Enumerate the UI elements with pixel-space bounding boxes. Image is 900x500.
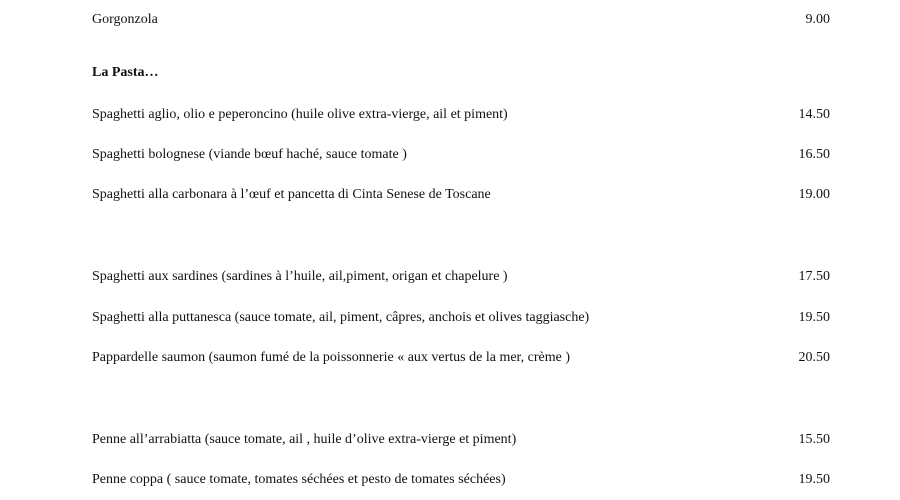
menu-item — [92, 430, 830, 450]
item-name: Penne coppa ( sauce tomate, tomates séchées et pesto de tomates séchées) — [92, 472, 506, 487]
menu-item — [92, 105, 830, 125]
section-title-pasta — [92, 63, 830, 83]
item-price: 14.50 — [798, 107, 830, 122]
item-name: Pappardelle saumon (saumon fumé de la poissonnerie « aux vertus de la mer, crème ) — [92, 350, 571, 365]
menu-item-gorgonzola — [92, 10, 830, 30]
cropped-text — [92, 0, 372, 2]
item-name: Spaghetti alla carbonara à l’œuf et pancetta di Cinta Senese de Toscane — [92, 187, 491, 202]
item-name: Penne all’arrabiatta (sauce tomate, ail , huile d’olive extra-vierge et piment) — [92, 432, 517, 447]
menu-item — [92, 308, 830, 328]
item-name: Spaghetti bolognese (viande bœuf haché, sauce tomate ) — [92, 147, 407, 162]
section-title: La Pasta… — [92, 65, 159, 80]
item-price: 16.50 — [798, 147, 830, 162]
menu-item — [92, 145, 830, 165]
menu-item — [92, 348, 830, 368]
item-price: 19.50 — [798, 472, 830, 487]
item-price: 15.50 — [798, 432, 830, 447]
item-price: 17.50 — [798, 269, 830, 284]
menu-item — [92, 185, 830, 205]
item-price: 19.50 — [798, 310, 830, 325]
item-name: Gorgonzola — [92, 12, 158, 27]
item-price: 9.00 — [805, 12, 830, 27]
item-price: 20.50 — [798, 350, 830, 365]
cropped-previous-line — [92, 0, 372, 2]
item-name: Spaghetti aglio, olio e peperoncino (huile olive extra-vierge, ail et piment) — [92, 107, 508, 122]
item-price: 19.00 — [798, 187, 830, 202]
menu-item — [92, 470, 830, 490]
item-name: Spaghetti aux sardines (sardines à l’huile, ail,piment, origan et chapelure ) — [92, 269, 508, 284]
menu-item — [92, 267, 830, 287]
item-name: Spaghetti alla puttanesca (sauce tomate, ail, piment, câpres, anchois et olives taggiasche) — [92, 310, 590, 325]
